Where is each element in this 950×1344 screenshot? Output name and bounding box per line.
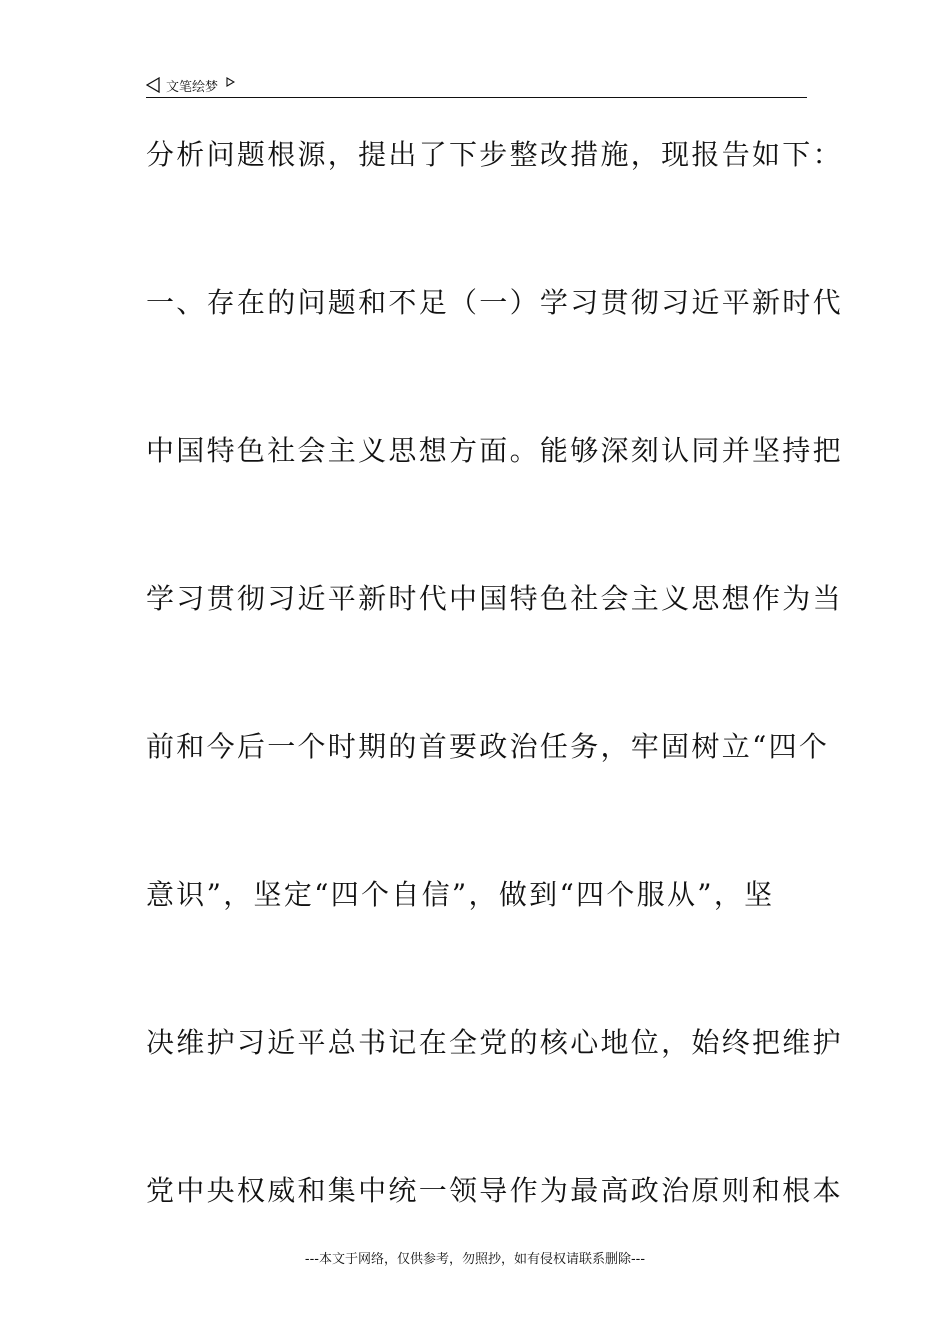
header-divider [146, 97, 807, 98]
triangle-left-icon [146, 77, 160, 93]
body-line: 学习贯彻习近平新时代中国特色社会主义思想作为当 [146, 582, 843, 615]
body-line: 一、存在的问题和不足（一）学习贯彻习近平新时代 [146, 286, 843, 319]
body-line: 党中央权威和集中统一领导作为最高政治原则和根本 [146, 1174, 843, 1207]
body-line: 中国特色社会主义思想方面。能够深刻认同并坚持把 [146, 434, 843, 467]
header-title: 文笔绘梦 [166, 79, 219, 95]
page-header [146, 74, 235, 96]
body-line: 决维护习近平总书记在全党的核心地位，始终把维护 [146, 1026, 843, 1059]
triangle-right-icon [226, 77, 235, 87]
body-line: 意识”，坚定“四个自信”，做到“四个服从”，坚 [146, 878, 775, 911]
footer-notice: ---本文于网络，仅供参考，勿照抄，如有侵权请联系删除--- [304, 1252, 646, 1267]
body-line: 分析问题根源，提出了下步整改措施，现报告如下： [146, 138, 843, 171]
body-line: 前和今后一个时期的首要政治任务，牢固树立“四个 [146, 730, 830, 763]
